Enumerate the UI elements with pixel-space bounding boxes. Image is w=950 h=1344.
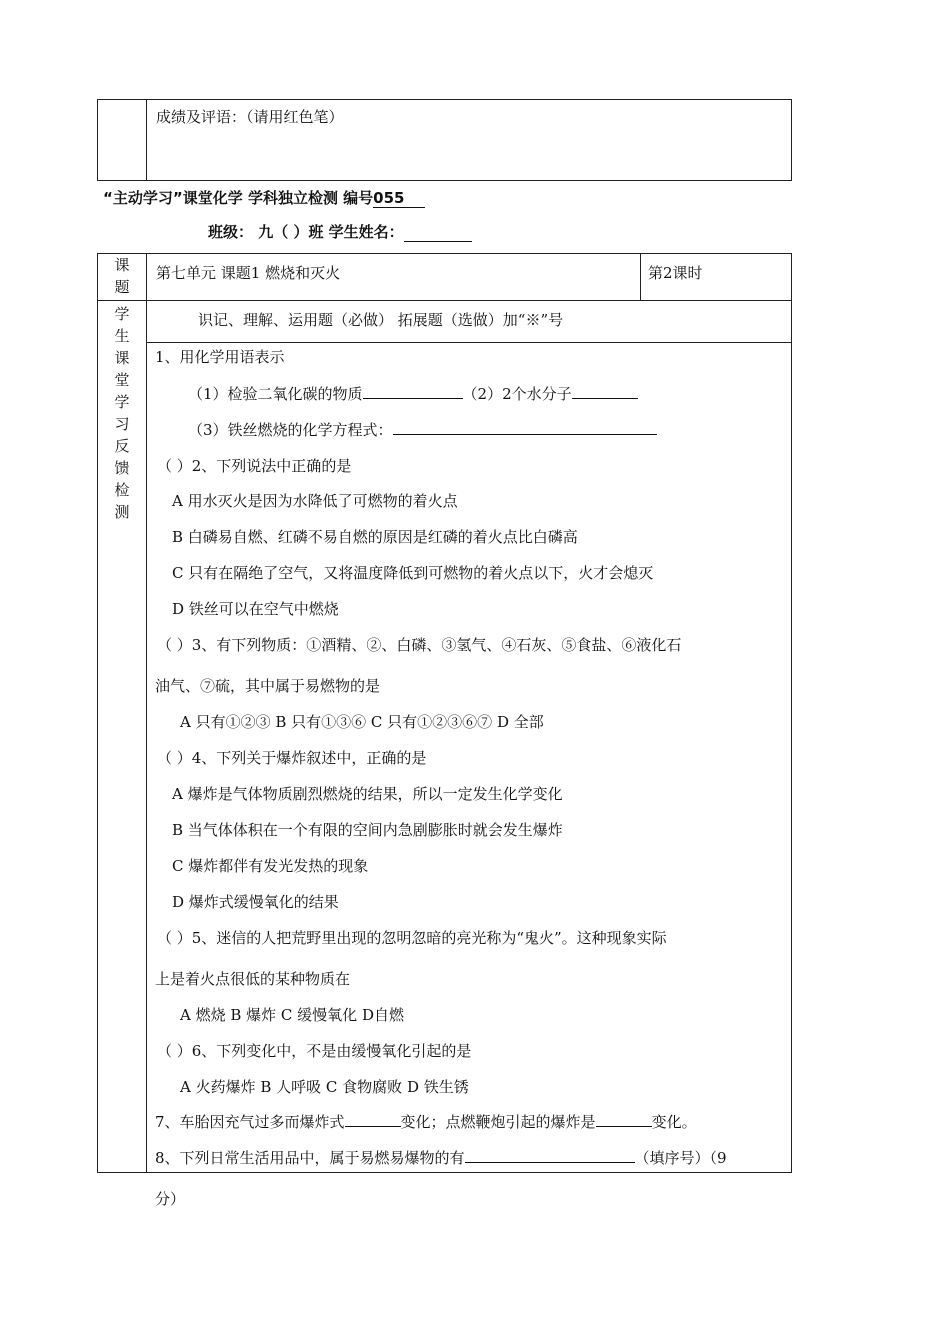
topic-label-cell: [98, 254, 147, 301]
question-8: [155, 1147, 727, 1168]
question-text: 1、用化学用语表示: [155, 348, 285, 366]
grade-comment-box: [97, 99, 792, 181]
question-2-option-b: [172, 526, 578, 547]
answer-blank[interactable]: [345, 1112, 401, 1127]
option-text: D 爆炸式缓慢氧化的结果: [172, 893, 339, 911]
label-char: 题: [114, 278, 130, 296]
question-text: （2）2个水分子: [462, 385, 572, 403]
label-char: 检: [114, 481, 130, 499]
option-text: A 爆炸是气体物质剧烈燃烧的结果，所以一定发生化学变化: [172, 785, 563, 803]
option-text: A 用水灭火是因为水降低了可燃物的着火点: [172, 492, 458, 510]
blank-cell: [98, 100, 147, 181]
question-1: [155, 346, 285, 367]
question-text: （3）铁丝燃烧的化学方程式：: [188, 421, 393, 439]
class-info-line: [208, 221, 472, 242]
question-5-continued: [155, 968, 350, 989]
serial-number-text: 055: [373, 189, 405, 207]
question-4-option-a: [172, 783, 563, 804]
answer-blank[interactable]: [393, 420, 657, 435]
question-3: [157, 634, 681, 655]
option-text: C 爆炸都伴有发光发热的现象: [172, 857, 369, 875]
topic-cell: [147, 254, 641, 301]
period-cell: [641, 254, 792, 301]
label-char: 学: [114, 305, 130, 323]
title-text: “主动学习”课堂化学 学科独立检测 编号: [103, 189, 374, 207]
question-8-continued: [155, 1188, 185, 1209]
question-text: （ ）6、下列变化中，不是由缓慢氧化引起的是: [157, 1042, 472, 1060]
option-text: C 只有在隔绝了空气，又将温度降低到可燃物的着火点以下，火才会熄灭: [172, 564, 654, 582]
label-char: 课: [114, 349, 130, 367]
label-char: 反: [114, 437, 130, 455]
answer-blank[interactable]: [596, 1112, 652, 1127]
option-text: D 铁丝可以在空气中燃烧: [172, 600, 339, 618]
question-text: （ ）5、迷信的人把荒野里出现的忽明忽暗的亮光称为“鬼火”。这种现象实际: [157, 929, 667, 947]
question-6: [157, 1040, 471, 1061]
question-5-options: [180, 1004, 404, 1025]
document-title: [103, 187, 425, 208]
answer-blank[interactable]: [572, 384, 638, 399]
serial-number: [373, 189, 425, 208]
option-text: A 燃烧 B 爆炸 C 缓慢氧化 D自燃: [180, 1006, 404, 1024]
label-char: 学: [114, 393, 130, 411]
period-text: 第2课时: [648, 264, 703, 282]
question-text: （1）检验二氧化碳的物质: [188, 385, 363, 403]
option-text: B 白磷易自燃、红磷不易自燃的原因是红磷的着火点比白磷高: [172, 528, 578, 546]
label-char: 生: [114, 327, 130, 345]
option-text: A 只有①②③ B 只有①③⑥ C 只有①②③⑥⑦ D 全部: [180, 713, 544, 731]
question-text: 分）: [155, 1190, 186, 1208]
question-3-options: [180, 711, 544, 732]
question-1-part-3: [188, 419, 657, 440]
question-2-option-a: [172, 490, 458, 511]
question-text: 7、车胎因充气过多而爆炸式: [155, 1113, 345, 1131]
question-2-option-d: [172, 598, 339, 619]
question-4-option-c: [172, 855, 368, 876]
instructions-text: 识记、理解、运用题（必做） 拓展题（选做）加“※”号: [198, 311, 564, 329]
label-char: 测: [114, 503, 130, 521]
question-2: [157, 455, 351, 476]
label-char: 堂: [114, 371, 130, 389]
topic-text: 第七单元 课题1 燃烧和灭火: [156, 264, 341, 282]
instructions-cell: [147, 301, 792, 343]
student-name-field[interactable]: [404, 223, 472, 242]
question-text: （ ）4、下列关于爆炸叙述中，正确的是: [157, 749, 427, 767]
grade-comment-label: 成绩及评语：（请用红色笔）: [156, 108, 344, 126]
label-char: 馈: [114, 459, 130, 477]
question-text: （ ）2、下列说法中正确的是: [157, 457, 352, 475]
question-text: （填序号）（9: [634, 1149, 727, 1167]
answer-blank[interactable]: [465, 1148, 635, 1163]
label-char: 习: [114, 415, 130, 433]
option-text: B 当气体体积在一个有限的空间内急剧膨胀时就会发生爆炸: [172, 821, 563, 839]
question-3-continued: [155, 675, 380, 696]
question-4: [157, 747, 426, 768]
answer-blank[interactable]: [363, 384, 463, 399]
label-char: 课: [114, 256, 130, 274]
question-text: （ ）3、有下列物质：①酒精、②、白磷、③氢气、④石灰、⑤食盐、⑥液化石: [157, 636, 682, 654]
question-7: [155, 1111, 697, 1132]
question-text: 变化。: [651, 1113, 697, 1131]
question-2-option-c: [172, 562, 653, 583]
question-text: 油气、⑦硫，其中属于易燃物的是: [155, 677, 381, 695]
question-4-option-d: [172, 891, 339, 912]
question-6-options: [180, 1076, 469, 1097]
question-5: [157, 927, 667, 948]
question-text: 上是着火点很低的某种物质在: [155, 970, 351, 988]
question-text: 变化；点燃鞭炮引起的爆炸是: [400, 1113, 596, 1131]
side-label-cell: [98, 301, 147, 1173]
question-1-part-1: [188, 383, 638, 404]
question-text: 8、下列日常生活用品中，属于易燃易爆物的有: [155, 1149, 465, 1167]
grade-comment-cell: [147, 100, 792, 181]
question-4-option-b: [172, 819, 563, 840]
class-label: 班级： 九（ ）班 学生姓名：: [208, 223, 404, 241]
option-text: A 火药爆炸 B 人呼吸 C 食物腐败 D 铁生锈: [180, 1078, 469, 1096]
